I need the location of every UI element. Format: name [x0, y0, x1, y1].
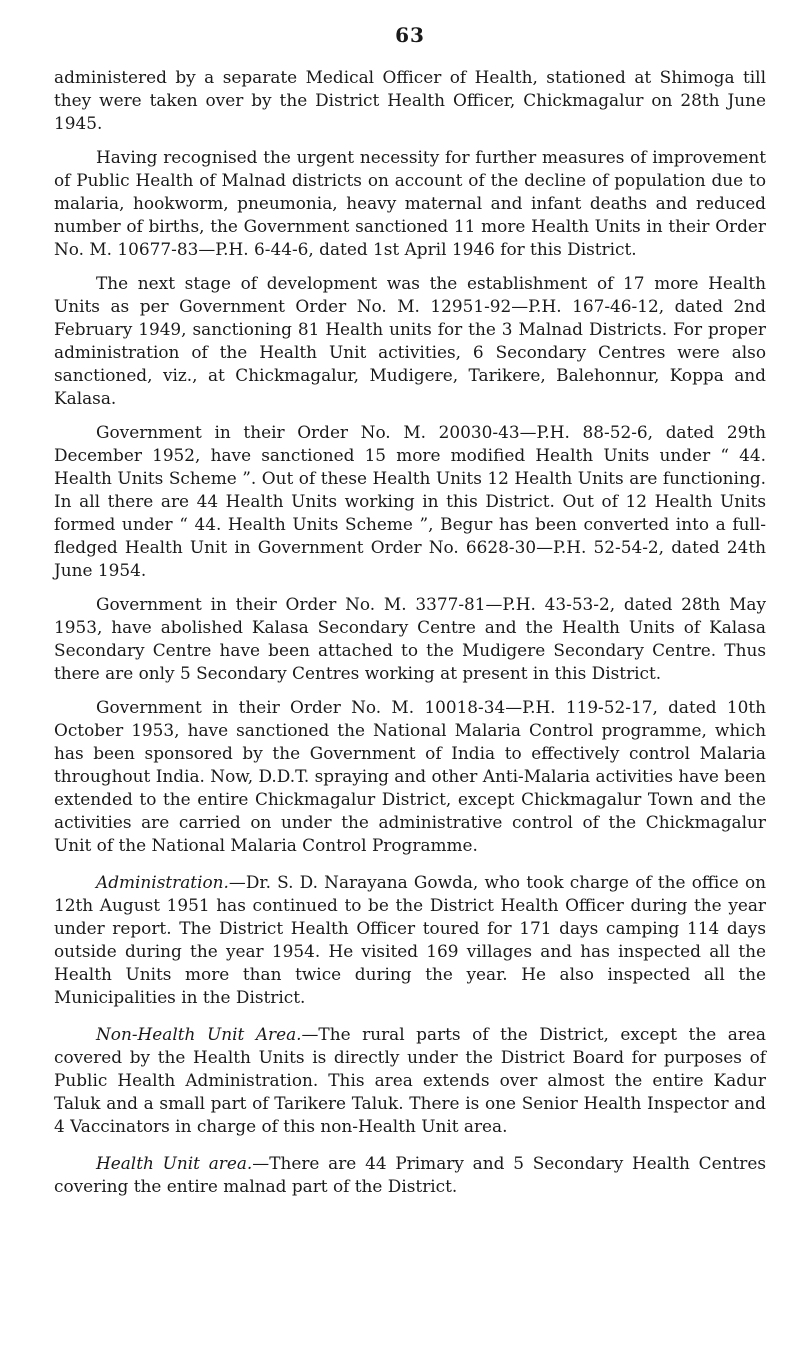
paragraph-administration [54, 871, 766, 1009]
paragraph-kalasa-abolished [54, 593, 766, 685]
paragraph-modified-units [54, 421, 766, 582]
paragraph-continued [54, 66, 766, 135]
paragraph-non-health-unit-area [54, 1023, 766, 1138]
section-heading: Health Unit area. [96, 1153, 253, 1173]
paragraph-text: —The rural parts of the District, except the area covered by the Health Units is directly under the District Board for purposes of Public Health Administration. This area extends over almost the entire Kadur Taluk and a small part of Tarikere Taluk. There is one Senior Health Inspector and 4 Vaccinators in charge of this non-Health Unit area. [54, 1024, 766, 1136]
paragraph-text: Having recognised the urgent necessity for further measures of improvement of Public Health of Malnad districts on account of the decline of population due to malaria, hookworm, pneumonia, heavy maternal and infant deaths and reduced number of births, the Government sanctioned 11 more Health Units in their Order No. M. 10677-83—P.H. 6-44-6, dated 1st April 1946 for this District. [54, 147, 766, 259]
document-page [54, 22, 766, 1209]
paragraph-malaria-control [54, 696, 766, 857]
paragraph-next-stage [54, 272, 766, 410]
page-number: 63 [395, 23, 425, 47]
paragraph-text: The next stage of development was the establishment of 17 more Health Units as per Government Order No. M. 12951-92—P.H. 167-46-12, dated 2nd February 1949, sanctioning 81 Health units for the 3 Malnad Districts. For proper administration of the Health Unit activities, 6 Secondary Centres were also sanctioned, viz., at Chickmagalur, Mudigere, Tarikere, Balehonnur, Koppa and Kalasa. [54, 273, 766, 408]
paragraph-text: Government in their Order No. M. 10018-34—P.H. 119-52-17, dated 10th October 1953, have sanctioned the National Malaria Control programme, which has been sponsored by the Government of India to effectively control Malaria throughout India. Now, D.D.T. spraying and other Anti-Malaria activities have been extended to the entire Chickmagalur District, except Chickmagalur Town and the activities are carried on under the administrative control of the Chickmagalur Unit of the National Malaria Control Programme. [54, 697, 766, 855]
section-heading: Non-Health Unit Area. [96, 1024, 302, 1044]
section-heading: Administration. [96, 872, 229, 892]
paragraph-text: Government in their Order No. M. 3377-81—P.H. 43-53-2, dated 28th May 1953, have abolished Kalasa Secondary Centre and the Health Units of Kalasa Secondary Centre have been attached to the Mudigere Secondary Centre. Thus there are only 5 Secondary Centres working at present in this District. [54, 594, 766, 683]
paragraph-text: —There are 44 Primary and 5 Secondary Health Centres covering the entire malnad part of the District. [54, 1153, 767, 1196]
paragraph-malnad-health-units [54, 146, 766, 261]
paragraph-text: —Dr. S. D. Narayana Gowda, who took charge of the office on 12th August 1951 has continued to be the District Health Officer during the year under report. The District Health Officer toured for 171 days camping 114 days outside during the year 1954. He visited 169 villages and has inspected all the Health Units more than twice during the year. He also inspected all the Municipalities in the District. [54, 872, 766, 1007]
paragraph-text: administered by a separate Medical Officer of Health, stationed at Shimoga till they were taken over by the District Health Officer, Chickmagalur on 28th June 1945. [54, 67, 766, 133]
paragraph-text: Government in their Order No. M. 20030-43—P.H. 88-52-6, dated 29th December 1952, have sanctioned 15 more modified Health Units under “ 44. Health Units Scheme ”. Out of these Health Units 12 Health Units are functioning. In all there are 44 Health Units working in this District. Out of 12 Health Units formed under “ 44. Health Units Scheme ”, Begur has been converted into a full-fledged Health Unit in Government Order No. 6628-30—P.H. 52-54-2, dated 24th June 1954. [54, 422, 766, 580]
paragraph-health-unit-area [54, 1152, 766, 1198]
